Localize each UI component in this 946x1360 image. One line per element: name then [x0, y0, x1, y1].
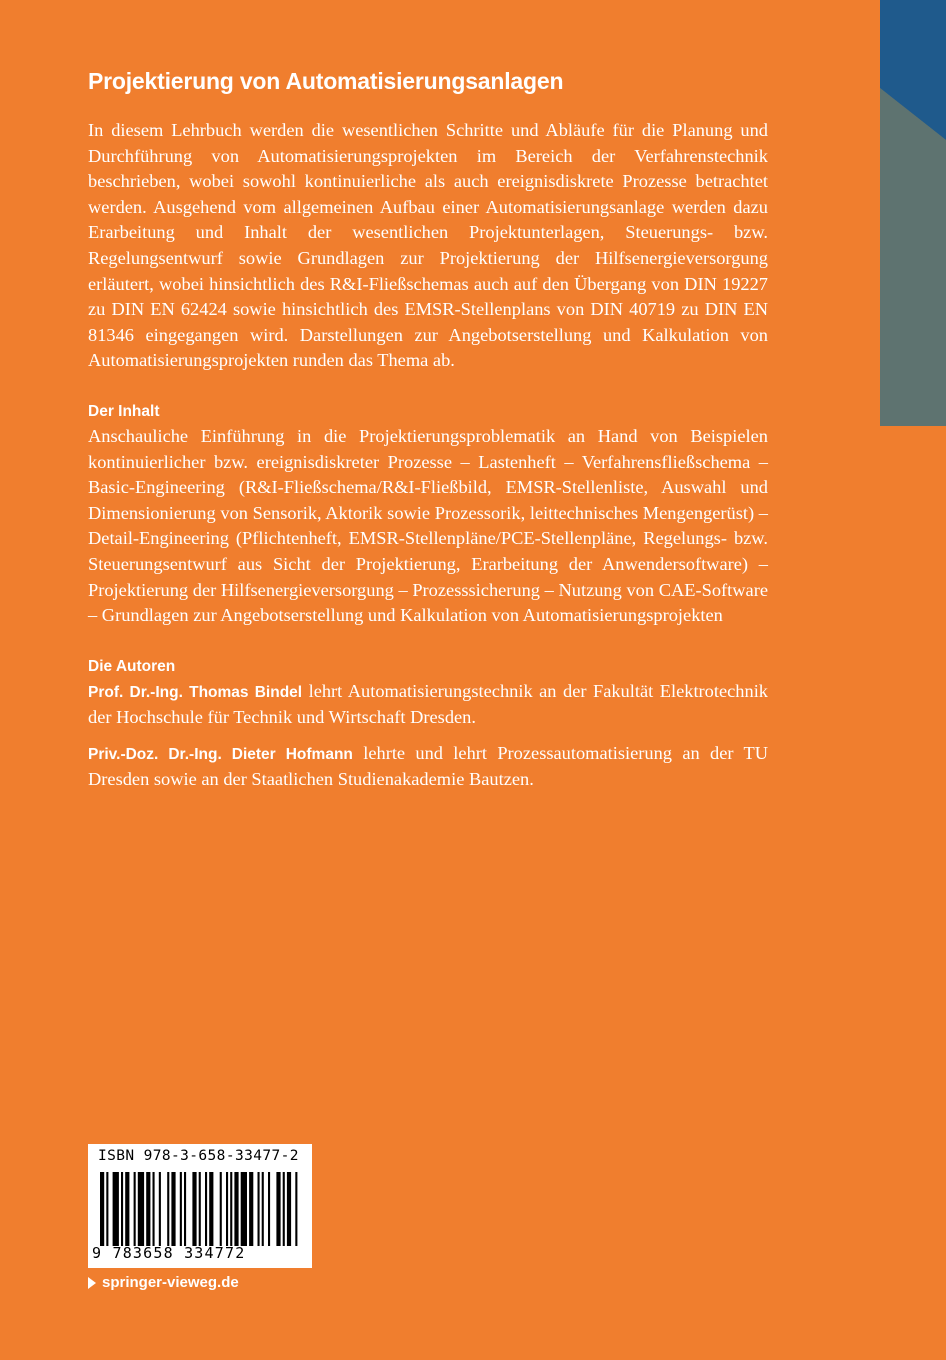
barcode-bar — [153, 1172, 155, 1246]
back-cover-text — [88, 64, 768, 793]
barcode-bar — [134, 1172, 136, 1246]
barcode-bar — [209, 1172, 213, 1246]
barcode-bar — [121, 1172, 123, 1246]
author-bio — [88, 679, 768, 731]
book-title: Projektierung von Automatisierungsanlagen — [88, 68, 564, 94]
barcode-bar — [125, 1172, 129, 1246]
intro-paragraph: In diesem Lehrbuch werden die wesentlichen Schritte und Abläufe für die Planung und Durchführung von Automatisierungsprojekten im Bereich der Verfahrenstechnik beschrieben, wobei sowohl kontinuierliche als auch ereignisdiskrete Prozesse betrachtet werden. Ausgehend vom allgemeinen Aufbau einer Automatisierungsanlage werden dazu Erarbeitung und Inhalt der wesentlichen Projektunterlagen, Steuerungs- bzw. Regelungsentwurf sowie Grundlagen zur Projektierung der Hilfsenergieversorgung erläutert, wobei hinsichtlich des R&I-Fließschemas auch auf den Übergang von DIN 19227 zu DIN EN 62424 sowie hinsichtlich des EMSR-Stellenplans von DIN 40719 zu DIN EN 81346 eingegangen wird. Darstellungen zur Angebotserstellung und Kalkulation von Automatisierungsprojekten runden das Thema ab. — [88, 120, 768, 371]
author-name: Prof. Dr.-Ing. Thomas Bindel — [88, 683, 303, 701]
isbn-label: ISBN 978-3-658-33477-2 — [98, 1148, 299, 1164]
barcode-bar — [180, 1172, 182, 1246]
arrow-right-icon — [88, 1277, 96, 1289]
ean-digits: 9 783658 334772 — [92, 1244, 246, 1262]
barcode-bar — [262, 1172, 264, 1246]
barcode-bar — [295, 1172, 297, 1246]
barcode-bar — [220, 1172, 222, 1246]
barcode-bar — [184, 1172, 186, 1246]
authors-heading: Die Autoren — [88, 657, 176, 675]
barcode-bar — [199, 1172, 201, 1246]
barcode-bar — [287, 1172, 291, 1246]
barcode-bar — [100, 1172, 104, 1246]
author-description: lehrte und lehrt Prozessautomatisierung an der TU Dresden sowie an der Staatlichen Studienakademie Bautzen. — [88, 742, 768, 790]
barcode-bar — [138, 1172, 144, 1246]
barcode-bar — [167, 1172, 169, 1246]
authors-section — [88, 655, 768, 793]
corner-graphic — [880, 0, 946, 426]
content-paragraph: Anschauliche Einführung in die Projektierungsproblematik an Hand von Beispielen kontinuierlicher bzw. ereignisdiskreter Prozesse – Lastenheft – Verfahrensfließschema – Basic-Engineering (R&I-Fließschema/R&I-Fließbild, EMSR-Stellenliste, Auswahl und Dimensionierung von Sensorik, Aktorik sowie Prozessorik, leittechnisches Mengengerüst) – Detail-Engineering (Pflichtenheft, EMSR-Stellenpläne/PCE-Stellenpläne, Regelungs- bzw. Steuerungsentwurf aus Sicht der Projektierung, Erarbeitung der Anwendersoftware) – Projektierung der Hilfsenergieversorgung – Prozesssicherung – Nutzung von CAE-Software – Grundlagen zur Angebotserstellung und Kalkulation von Automatisierungsprojekten — [88, 425, 768, 626]
barcode-bar — [113, 1172, 119, 1246]
barcode-bar — [258, 1172, 260, 1246]
content-section — [88, 400, 768, 629]
author-description: lehrt Automatisierungstechnik an der Fakultät Elektrotechnik der Hochschule für Technik und Wirtschaft Dresden. — [88, 680, 768, 728]
barcode-bar — [192, 1172, 196, 1246]
barcode-bar — [171, 1172, 175, 1246]
barcode-bar — [205, 1172, 207, 1246]
publisher-link[interactable] — [88, 1274, 239, 1291]
content-heading: Der Inhalt — [88, 402, 160, 420]
barcode-bar — [234, 1172, 238, 1246]
barcode-bars — [100, 1172, 300, 1246]
author-bio — [88, 741, 768, 793]
barcode-bar — [268, 1172, 270, 1246]
barcode-bar — [226, 1172, 228, 1246]
barcode-bar — [241, 1172, 247, 1246]
barcode-bar — [249, 1172, 253, 1246]
barcode-bar — [159, 1172, 161, 1246]
barcode-bar — [106, 1172, 108, 1246]
website-url[interactable]: springer-vieweg.de — [102, 1274, 239, 1291]
barcode-bar — [276, 1172, 280, 1246]
barcode-bar — [283, 1172, 285, 1246]
author-name: Priv.-Doz. Dr.-Ing. Dieter Hofmann — [88, 745, 353, 763]
isbn-barcode — [88, 1144, 312, 1268]
barcode-bar — [146, 1172, 150, 1246]
barcode-bar — [230, 1172, 232, 1246]
